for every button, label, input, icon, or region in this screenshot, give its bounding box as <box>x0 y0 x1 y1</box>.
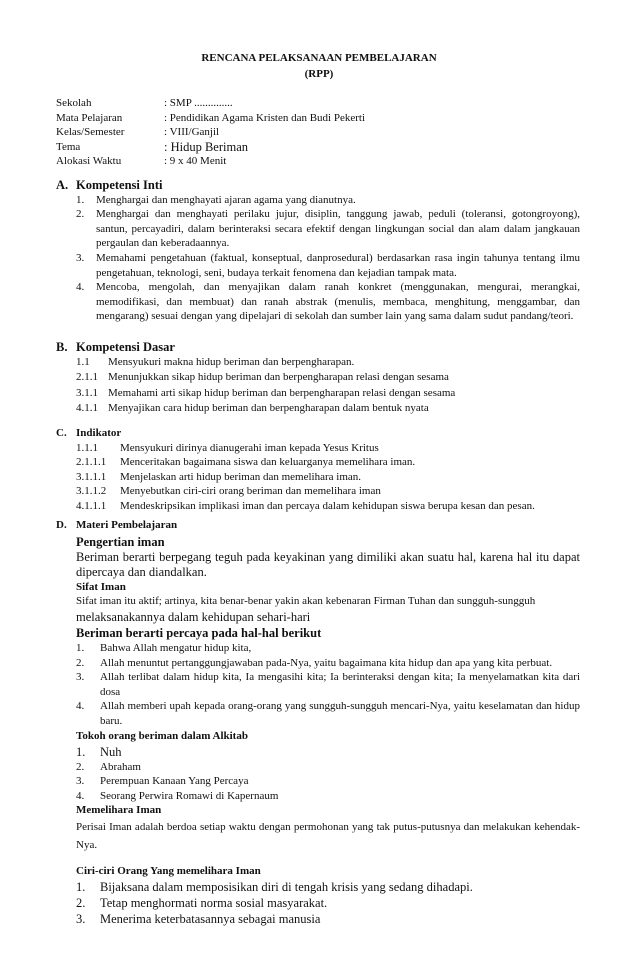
list-item <box>76 470 580 485</box>
item-number: 2.1.1.1 <box>76 456 107 469</box>
section-letter: C. <box>56 427 67 439</box>
document-title: RENCANA PELAKSANAAN PEMBELAJARAN <box>201 52 437 64</box>
identity-key: Tema <box>56 140 81 153</box>
identity-key: Sekolah <box>56 97 92 109</box>
item-number: 3.1.1 <box>76 386 98 399</box>
item-text: Allah memberi upah kepada orang-orang yang sungguh-sungguh mencari-Nya, yaitu keselamatan dan hidup baru. <box>100 700 580 727</box>
item-text: Allah menuntut pertanggungjawaban pada-Nya, yaitu bagaimana kita hidup dan apa yang kita perbuat. <box>100 656 553 669</box>
identity-row-tema <box>56 140 365 155</box>
item-number: 3. <box>76 775 85 788</box>
list-item <box>76 670 580 699</box>
item-text: Mensyukuri makna hidup beriman dan berpengharapan. <box>108 355 355 368</box>
identity-value: : VIII/Ganjil <box>164 126 220 138</box>
tokoh-list <box>76 744 580 804</box>
identity-value: : Pendidikan Agama Kristen dan Budi Pekerti <box>164 111 366 124</box>
memelihara-heading: Memelihara Iman <box>76 804 162 817</box>
sifat-heading: Sifat Iman <box>76 581 126 593</box>
sifat-text-continued: melaksanakannya dalam kehidupan sehari-hari <box>76 610 311 624</box>
item-number: 3.1.1.2 <box>76 485 107 498</box>
identity-value: : SMP .............. <box>164 97 233 109</box>
item-text: Menjelaskan arti hidup beriman dan memelihara iman. <box>120 470 362 483</box>
item-text: Menghargai dan menghayati ajaran agama yang dianutnya. <box>96 193 356 206</box>
list-item <box>76 386 580 402</box>
ciri-list <box>76 879 580 927</box>
item-number: 3. <box>76 671 85 684</box>
item-text: Menerima keterbatasannya sebagai manusia <box>100 912 321 927</box>
item-text: Mendeskripsikan implikasi iman dan percaya dalam kehidupan siswa berupa kesan dan pesan. <box>120 499 535 512</box>
pengertian-heading: Pengertian iman <box>76 535 165 549</box>
item-text: Bahwa Allah mengatur hidup kita, <box>100 642 252 654</box>
item-number: 2. <box>76 760 85 773</box>
item-number: 3. <box>76 251 85 264</box>
item-text: Bijaksana dalam memposisikan diri di tengah krisis yang sedang dihadapi. <box>100 880 473 895</box>
list-item <box>76 499 580 514</box>
section-title: Materi Pembelajaran <box>76 519 178 531</box>
kompetensi-dasar-list <box>76 355 580 417</box>
item-text: Mencoba, mengolah, dan menyajikan dalam ranah konkret (menggunakan, mengurai, merangkai, memodifikasi, dan membuat) dan ranah abstrak (menulis, membaca, menghitung, menggambar, dan mengarang) sesuai dengan yang dipelajari di sekolah dan sumber lain yang sama dalam sudut pandang/teori. <box>96 281 580 323</box>
sifat-text: Sifat iman itu aktif; artinya, kita benar-benar yakin akan kebenaran Firman Tuhan dan sungguh-sungguh <box>76 595 536 607</box>
item-text: Menunjukkan sikap hidup beriman dan berpengharapan relasi dengan sesama <box>108 371 449 384</box>
list-item <box>76 207 580 251</box>
item-number: 1. <box>76 193 85 206</box>
percaya-list <box>76 641 580 729</box>
document-subtitle: (RPP) <box>304 68 334 80</box>
item-number: 4. <box>76 700 85 713</box>
item-number: 2. <box>76 896 86 911</box>
section-heading <box>56 178 580 193</box>
item-number: 1. <box>76 880 86 895</box>
section-title: Kompetensi Inti <box>76 178 163 192</box>
identity-row-mapel <box>56 111 365 126</box>
section-letter: B. <box>56 340 68 354</box>
item-text: Menyajikan cara hidup beriman dan berpengharapan dalam bentuk nyata <box>108 402 429 415</box>
section-heading <box>56 426 580 441</box>
indikator-list <box>76 441 580 514</box>
identity-row-kelas <box>56 125 365 140</box>
identity-key: Kelas/Semester <box>56 126 125 138</box>
item-text: Perempuan Kanaan Yang Percaya <box>100 775 249 788</box>
list-item <box>76 879 580 895</box>
section-indikator <box>56 426 580 513</box>
section-letter: A. <box>56 178 69 192</box>
list-item <box>76 911 580 927</box>
identity-key: Mata Pelajaran <box>56 111 123 124</box>
section-materi-body <box>76 534 580 927</box>
item-number: 4.1.1 <box>76 402 98 415</box>
item-number: 1.1.1 <box>76 441 98 454</box>
section-heading <box>56 340 580 355</box>
item-text: Menghargai dan menghayati perilaku jujur, disiplin, tanggung jawab, peduli (toleransi, gotongroyong), santun, percayadiri, dalam berinteraksi secara efektif dengan lingkungan social dan alam dalam jangkauan pergaulan dan keberadaannya. <box>96 208 580 250</box>
item-text: Menyebutkan ciri-ciri orang beriman dan memelihara iman <box>120 485 381 498</box>
item-text: Tetap menghormati norma sosial masyarakat. <box>100 896 328 911</box>
list-item <box>76 401 580 417</box>
tokoh-heading: Tokoh orang beriman dalam Alkitab <box>76 729 248 742</box>
section-materi-heading <box>56 518 580 533</box>
identity-value: : 9 x 40 Menit <box>164 155 227 167</box>
list-item <box>76 441 580 456</box>
section-kompetensi-dasar <box>56 340 580 417</box>
list-item <box>76 484 580 499</box>
item-number: 1.1 <box>76 355 90 368</box>
section-heading <box>56 518 580 533</box>
item-number: 2. <box>76 208 85 221</box>
identity-value: : Hidup Beriman <box>164 139 249 154</box>
identity-table <box>56 96 365 169</box>
kompetensi-inti-list <box>76 193 580 324</box>
memelihara-text: Perisai Iman adalah berdoa setiap waktu dengan permohonan yang tak putus-putusnya dan melakukan kehendak-Nya. <box>76 821 580 852</box>
list-item <box>76 774 580 789</box>
list-item <box>76 193 580 208</box>
item-text: Nuh <box>100 744 122 759</box>
section-letter: D. <box>56 519 67 531</box>
item-number: 2.1.1 <box>76 371 98 384</box>
item-number: 3. <box>76 912 86 927</box>
identity-row-sekolah <box>56 96 365 111</box>
ciri-heading: Ciri-ciri Orang Yang memelihara Iman <box>76 865 261 878</box>
list-item <box>76 656 580 671</box>
item-number: 4. <box>76 281 85 294</box>
item-number: 2. <box>76 656 85 669</box>
list-item <box>76 251 580 280</box>
list-item <box>76 355 580 371</box>
item-number: 4. <box>76 789 85 802</box>
item-number: 1. <box>76 744 86 759</box>
item-text: Allah terlibat dalam hidup kita, Ia mengasihi kita; Ia berinteraksi dengan kita; Ia menyelamatkan kita dari dosa <box>100 671 580 698</box>
list-item <box>76 760 580 775</box>
item-number: 4.1.1.1 <box>76 499 107 512</box>
section-title: Kompetensi Dasar <box>76 340 175 354</box>
pengertian-text: Beriman berarti berpegang teguh pada keyakinan yang dimiliki akan suatu hal, karena hal itu dapat dipercaya dan diandalkan. <box>76 550 580 579</box>
item-text: Abraham <box>100 760 141 773</box>
list-item <box>76 699 580 728</box>
percaya-heading: Beriman berarti percaya pada hal-hal berikut <box>76 626 322 640</box>
identity-row-alokasi <box>56 154 365 169</box>
section-kompetensi-inti <box>56 178 580 324</box>
item-text: Memahami arti sikap hidup beriman dan berpengharapan relasi dengan sesama <box>108 386 456 399</box>
section-title: Indikator <box>76 427 122 439</box>
item-number: 3.1.1.1 <box>76 470 107 483</box>
item-text: Memahami pengetahuan (faktual, konseptual, danprosedural) berdasarkan rasa ingin tahunya tentang ilmu pengetahuan, teknologi, seni, budaya terkait fenomena dan kejadian tampak mata. <box>96 251 580 279</box>
list-item <box>76 895 580 911</box>
list-item <box>76 280 580 324</box>
item-text: Seorang Perwira Romawi di Kapernaum <box>100 789 279 802</box>
list-item <box>76 789 580 804</box>
item-text: Mensyukuri dirinya dianugerahi iman kepada Yesus Kritus <box>120 441 379 454</box>
item-number: 1. <box>76 642 85 654</box>
list-item <box>76 370 580 386</box>
identity-key: Alokasi Waktu <box>56 155 122 167</box>
list-item <box>76 744 580 760</box>
list-item <box>76 641 580 656</box>
list-item <box>76 455 580 470</box>
item-text: Menceritakan bagaimana siswa dan keluarganya memelihara iman. <box>120 456 416 469</box>
